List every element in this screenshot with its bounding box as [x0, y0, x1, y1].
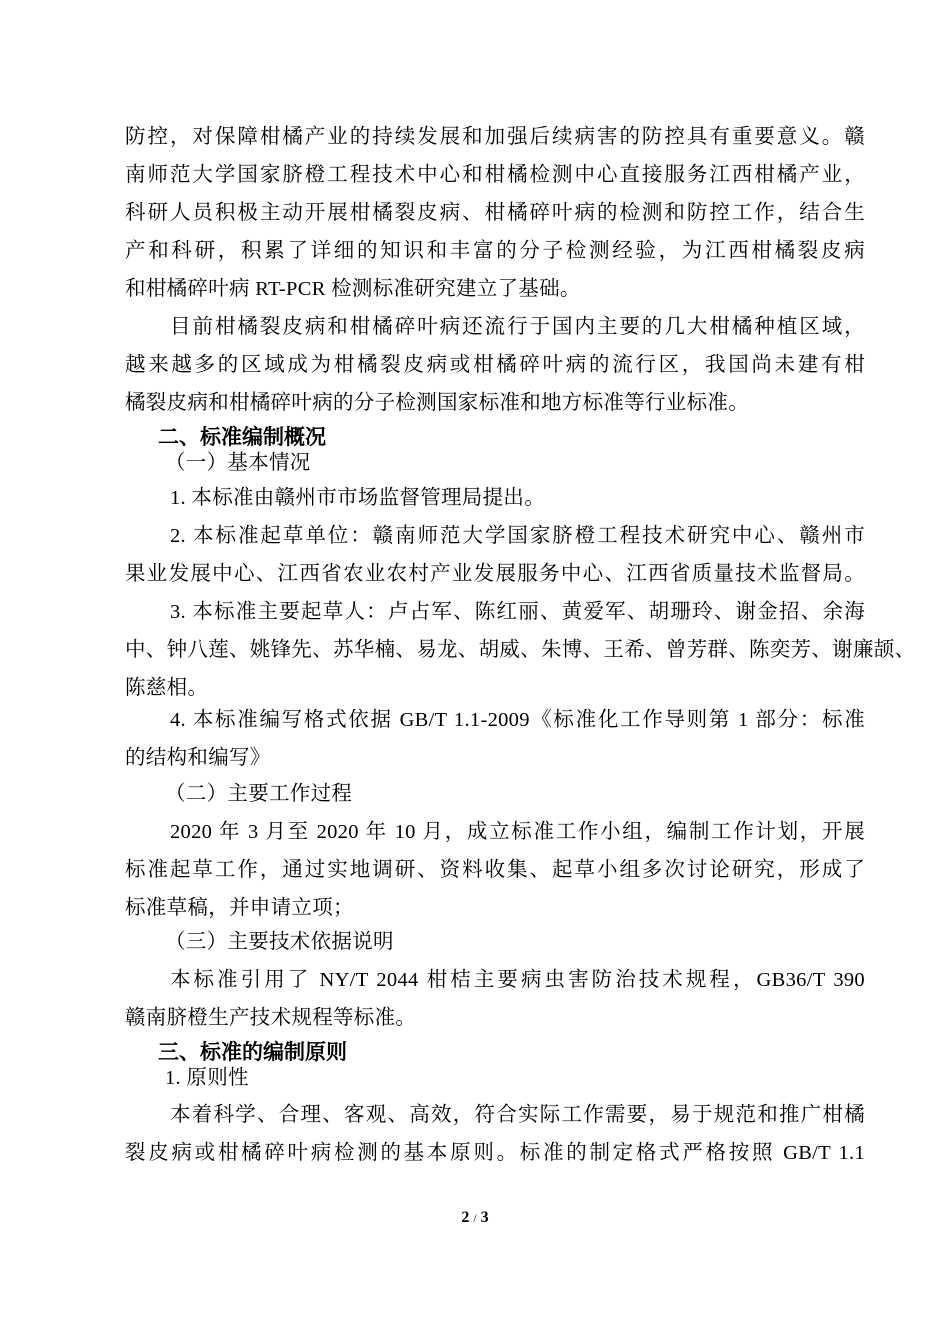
- page-separator: /: [473, 1211, 477, 1225]
- subsection-heading: （三）主要技术依据说明: [165, 931, 394, 953]
- text-line: 南师范大学国家脐橙工程技术中心和柑橘检测中心直接服务江西柑橘产业，: [125, 164, 865, 186]
- text-line: 标准草稿，并申请立项；: [125, 897, 354, 919]
- page-current: 2: [461, 1209, 470, 1226]
- subsection-heading: （一）基本情况: [165, 452, 311, 474]
- page-total: 3: [480, 1209, 489, 1226]
- text-line: 科研人员积极主动开展柑橘裂皮病、柑橘碎叶病的检测和防控工作，结合生: [125, 202, 865, 224]
- subsection-heading: 1. 原则性: [165, 1067, 249, 1089]
- text-line: 的结构和编写》: [125, 747, 271, 769]
- text-line: 1. 本标准由赣州市市场监督管理局提出。: [170, 487, 545, 509]
- text-line: 标准起草工作，通过实地调研、资料收集、起草小组多次讨论研究，形成了: [125, 859, 865, 881]
- text-line: 陈慈相。: [125, 677, 209, 699]
- text-line: 赣南脐橙生产技术规程等标准。: [125, 1007, 417, 1029]
- text-line: 本标准引用了 NY/T 2044 柑桔主要病虫害防治技术规程，GB36/T 390: [170, 969, 865, 991]
- text-line: 防控，对保障柑橘产业的持续发展和加强后续病害的防控具有重要意义。赣: [125, 126, 865, 148]
- text-line: 果业发展中心、江西省农业农村产业发展服务中心、江西省质量技术监督局。: [125, 563, 865, 585]
- text-line: 目前柑橘裂皮病和柑橘碎叶病还流行于国内主要的几大柑橘种植区域，: [170, 316, 865, 338]
- text-line: 2020 年 3 月至 2020 年 10 月，成立标准工作小组，编制工作计划，开展: [170, 821, 865, 843]
- text-line: 2. 本标准起草单位：赣南师范大学国家脐橙工程技术研究中心、赣州市: [170, 525, 865, 547]
- text-line: 橘裂皮病和柑橘碎叶病的分子检测国家标准和地方标准等行业标准。: [125, 392, 749, 414]
- text-line: 越来越多的区域成为柑橘裂皮病或柑橘碎叶病的流行区，我国尚未建有柑: [125, 354, 865, 376]
- text-line: 产和科研，积累了详细的知识和丰富的分子检测经验，为江西柑橘裂皮病: [125, 240, 865, 262]
- text-line: 4. 本标准编写格式依据 GB/T 1.1-2009《标准化工作导则第 1 部分：标准: [170, 709, 865, 731]
- text-line: 本着科学、合理、客观、高效，符合实际工作需要，易于规范和推广柑橘: [170, 1104, 865, 1126]
- subsection-heading: （二）主要工作过程: [165, 783, 353, 805]
- section-heading: 三、标准的编制原则: [158, 1040, 347, 1064]
- text-line: 中、钟八莲、姚锋先、苏华楠、易龙、胡威、朱博、王希、曾芳群、陈奕芳、谢廉颉、: [125, 639, 916, 661]
- text-line: 裂皮病或柑橘碎叶病检测的基本原则。标准的制定格式严格按照 GB/T 1.1: [125, 1142, 865, 1164]
- page-number: [0, 1209, 950, 1227]
- text-line: 3. 本标准主要起草人：卢占军、陈红丽、黄爱军、胡珊玲、谢金招、余海: [170, 601, 865, 623]
- text-line: 和柑橘碎叶病 RT-PCR 检测标准研究建立了基础。: [125, 278, 581, 300]
- section-heading: 二、标准编制概况: [158, 425, 326, 449]
